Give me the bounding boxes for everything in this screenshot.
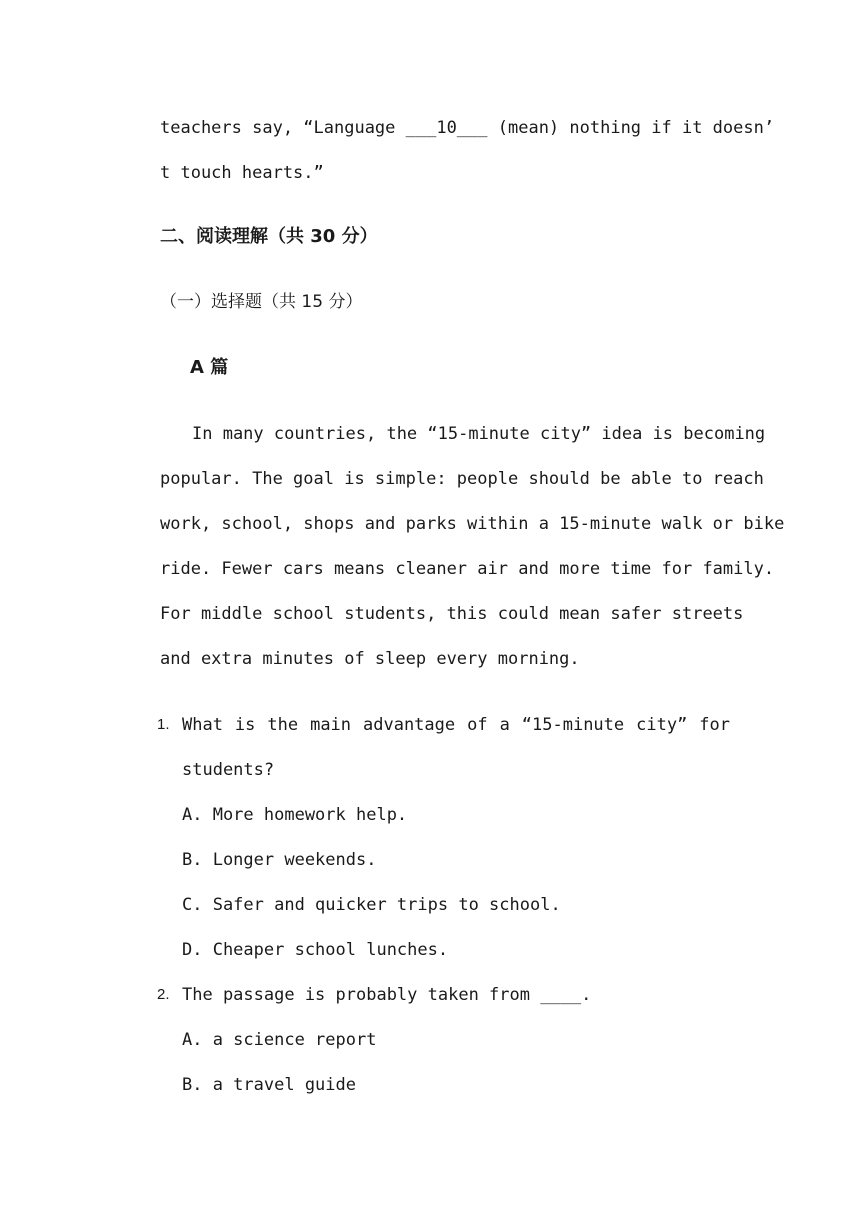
passage-line: and extra minutes of sleep every morning. [160, 649, 580, 669]
option-a: A. More homework help. [182, 805, 408, 825]
section-heading: 二、阅读理解（共 30 分） [160, 226, 378, 247]
passage-line: ride. Fewer cars means cleaner air and more time for family. [160, 559, 775, 579]
question-stem-continued: students? [182, 760, 275, 780]
passage-line: For middle school students, this could mean safer streets [160, 604, 744, 624]
option-a: A. a science report [182, 1030, 377, 1050]
question-number: 2. [157, 986, 170, 1003]
option-c: C. Safer and quicker trips to school. [182, 895, 561, 915]
option-d: D. Cheaper school lunches. [182, 940, 449, 960]
question-number: 1. [157, 716, 170, 733]
continuation-line-2: t touch hearts.” [160, 163, 324, 183]
question-stem: The passage is probably taken from ____. [182, 985, 592, 1005]
section-subheading: （一）选择题（共 15 分） [160, 292, 363, 312]
question-stem: What is the main advantage of a “15-minute city” for [182, 715, 730, 735]
passage-line: work, school, shops and parks within a 15-minute walk or bike [160, 514, 785, 534]
option-b: B. a travel guide [182, 1075, 356, 1095]
passage-line: In many countries, the “15-minute city” idea is becoming [192, 424, 766, 444]
passage-line: popular. The goal is simple: people should be able to reach [160, 469, 764, 489]
continuation-line-1: teachers say, “Language ___10___ (mean) nothing if it doesn’ [160, 118, 775, 138]
option-b: B. Longer weekends. [182, 850, 377, 870]
part-label: A 篇 [190, 357, 229, 378]
